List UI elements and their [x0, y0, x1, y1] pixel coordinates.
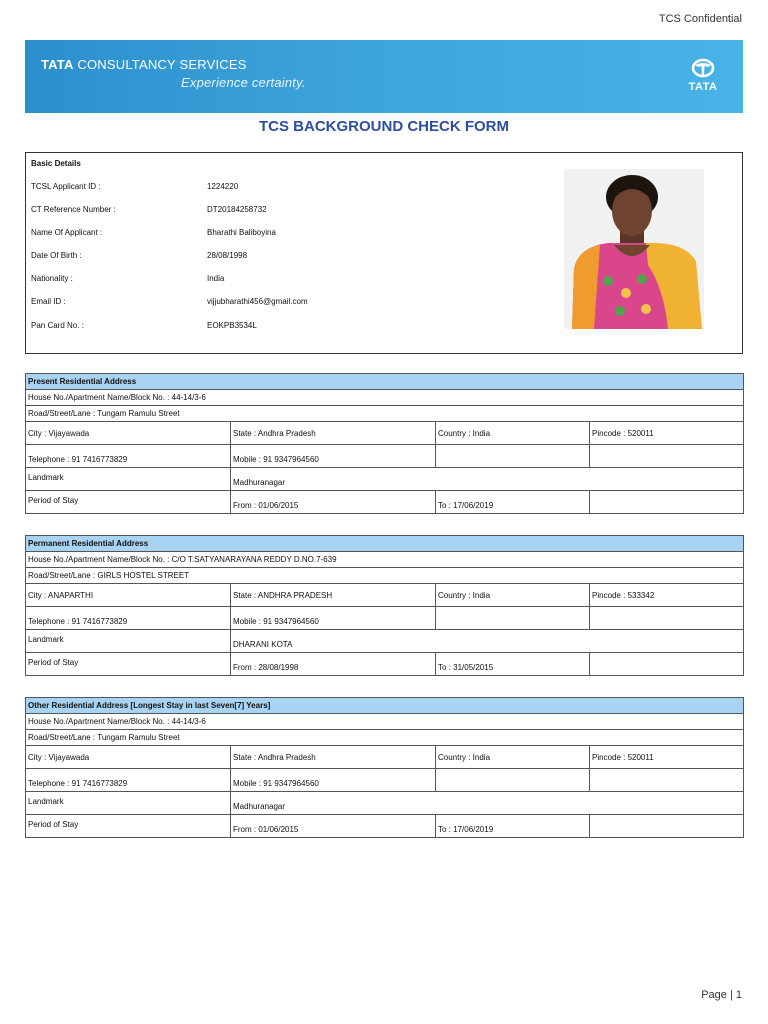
- country-field: Country : India: [436, 422, 590, 445]
- to-field: To : 17/06/2019: [436, 491, 590, 514]
- pincode-field: Pincode : 520011: [590, 422, 744, 445]
- tata-logo-text: TATA: [688, 81, 718, 93]
- confidential-label: TCS Confidential: [658, 13, 742, 25]
- landmark-field: Madhuranagar: [231, 792, 744, 815]
- section-title: Permanent Residential Address: [26, 536, 744, 552]
- from-field: From : 01/06/2015: [231, 815, 436, 838]
- road-field: Road/Street/Lane : Tungam Ramulu Street: [26, 730, 744, 746]
- to-field: To : 31/05/2015: [436, 653, 590, 676]
- other-address-table: [25, 697, 744, 838]
- present-address-table: [25, 373, 744, 514]
- applicant-photo: [564, 169, 704, 329]
- permanent-address-table: [25, 535, 744, 676]
- country-field: Country : India: [436, 746, 590, 769]
- from-field: From : 28/08/1998: [231, 653, 436, 676]
- house-field: House No./Apartment Name/Block No. : 44-14/3-6: [26, 714, 744, 730]
- state-field: State : Andhra Pradesh: [231, 746, 436, 769]
- house-field: House No./Apartment Name/Block No. : C/O T.SATYANARAYANA REDDY D.NO.7-639: [26, 552, 744, 568]
- to-field: To : 17/06/2019: [436, 815, 590, 838]
- brand-name: TATA CONSULTANCY SERVICES: [41, 57, 247, 72]
- section-title: Present Residential Address: [26, 374, 744, 390]
- empty-cell: [590, 491, 744, 514]
- period-label: Period of Stay: [26, 653, 231, 676]
- city-field: City : ANAPARTHI: [26, 584, 231, 607]
- mobile-field: Mobile : 91 9347964560: [231, 769, 436, 792]
- from-field: From : 01/06/2015: [231, 491, 436, 514]
- empty-cell: [590, 653, 744, 676]
- pincode-field: Pincode : 520011: [590, 746, 744, 769]
- period-label: Period of Stay: [26, 491, 231, 514]
- empty-cell: [590, 769, 744, 792]
- pincode-field: Pincode : 533342: [590, 584, 744, 607]
- road-field: Road/Street/Lane : Tungam Ramulu Street: [26, 406, 744, 422]
- empty-cell: [436, 445, 590, 468]
- form-title: TCS BACKGROUND CHECK FORM: [259, 118, 509, 135]
- telephone-field: Telephone : 91 7416773829: [26, 607, 231, 630]
- basic-details-heading: Basic Details: [31, 159, 81, 168]
- landmark-label: Landmark: [26, 630, 231, 653]
- city-field: City : Vijayawada: [26, 422, 231, 445]
- state-field: State : ANDHRA PRADESH: [231, 584, 436, 607]
- empty-cell: [436, 607, 590, 630]
- house-field: House No./Apartment Name/Block No. : 44-14/3-6: [26, 390, 744, 406]
- country-field: Country : India: [436, 584, 590, 607]
- empty-cell: [590, 445, 744, 468]
- mobile-field: Mobile : 91 9347964560: [231, 607, 436, 630]
- period-label: Period of Stay: [26, 815, 231, 838]
- landmark-label: Landmark: [26, 468, 231, 491]
- city-field: City : Vijayawada: [26, 746, 231, 769]
- landmark-label: Landmark: [26, 792, 231, 815]
- header-banner: [25, 40, 743, 113]
- telephone-field: Telephone : 91 7416773829: [26, 445, 231, 468]
- section-title: Other Residential Address [Longest Stay in last Seven[7] Years]: [26, 698, 744, 714]
- state-field: State : Andhra Pradesh: [231, 422, 436, 445]
- landmark-field: DHARANI KOTA: [231, 630, 744, 653]
- landmark-field: Madhuranagar: [231, 468, 744, 491]
- empty-cell: [436, 769, 590, 792]
- basic-details-section: Basic Details TCSL Applicant ID : 1224220 CT Reference Number : DT20184258732 Name Of Applicant : Bharathi Baliboyina Date Of Birth : 28/08/1998 Nationality : India Email ID : vijjubharathi456@gmail.com Pan Card No. : EOKPB3534L: [25, 152, 743, 354]
- mobile-field: Mobile : 91 9347964560: [231, 445, 436, 468]
- page-number: Page | 1: [701, 989, 742, 1001]
- road-field: Road/Street/Lane : GIRLS HOSTEL STREET: [26, 568, 744, 584]
- telephone-field: Telephone : 91 7416773829: [26, 769, 231, 792]
- brand-tagline: Experience certainty.: [181, 75, 306, 90]
- empty-cell: [590, 607, 744, 630]
- empty-cell: [590, 815, 744, 838]
